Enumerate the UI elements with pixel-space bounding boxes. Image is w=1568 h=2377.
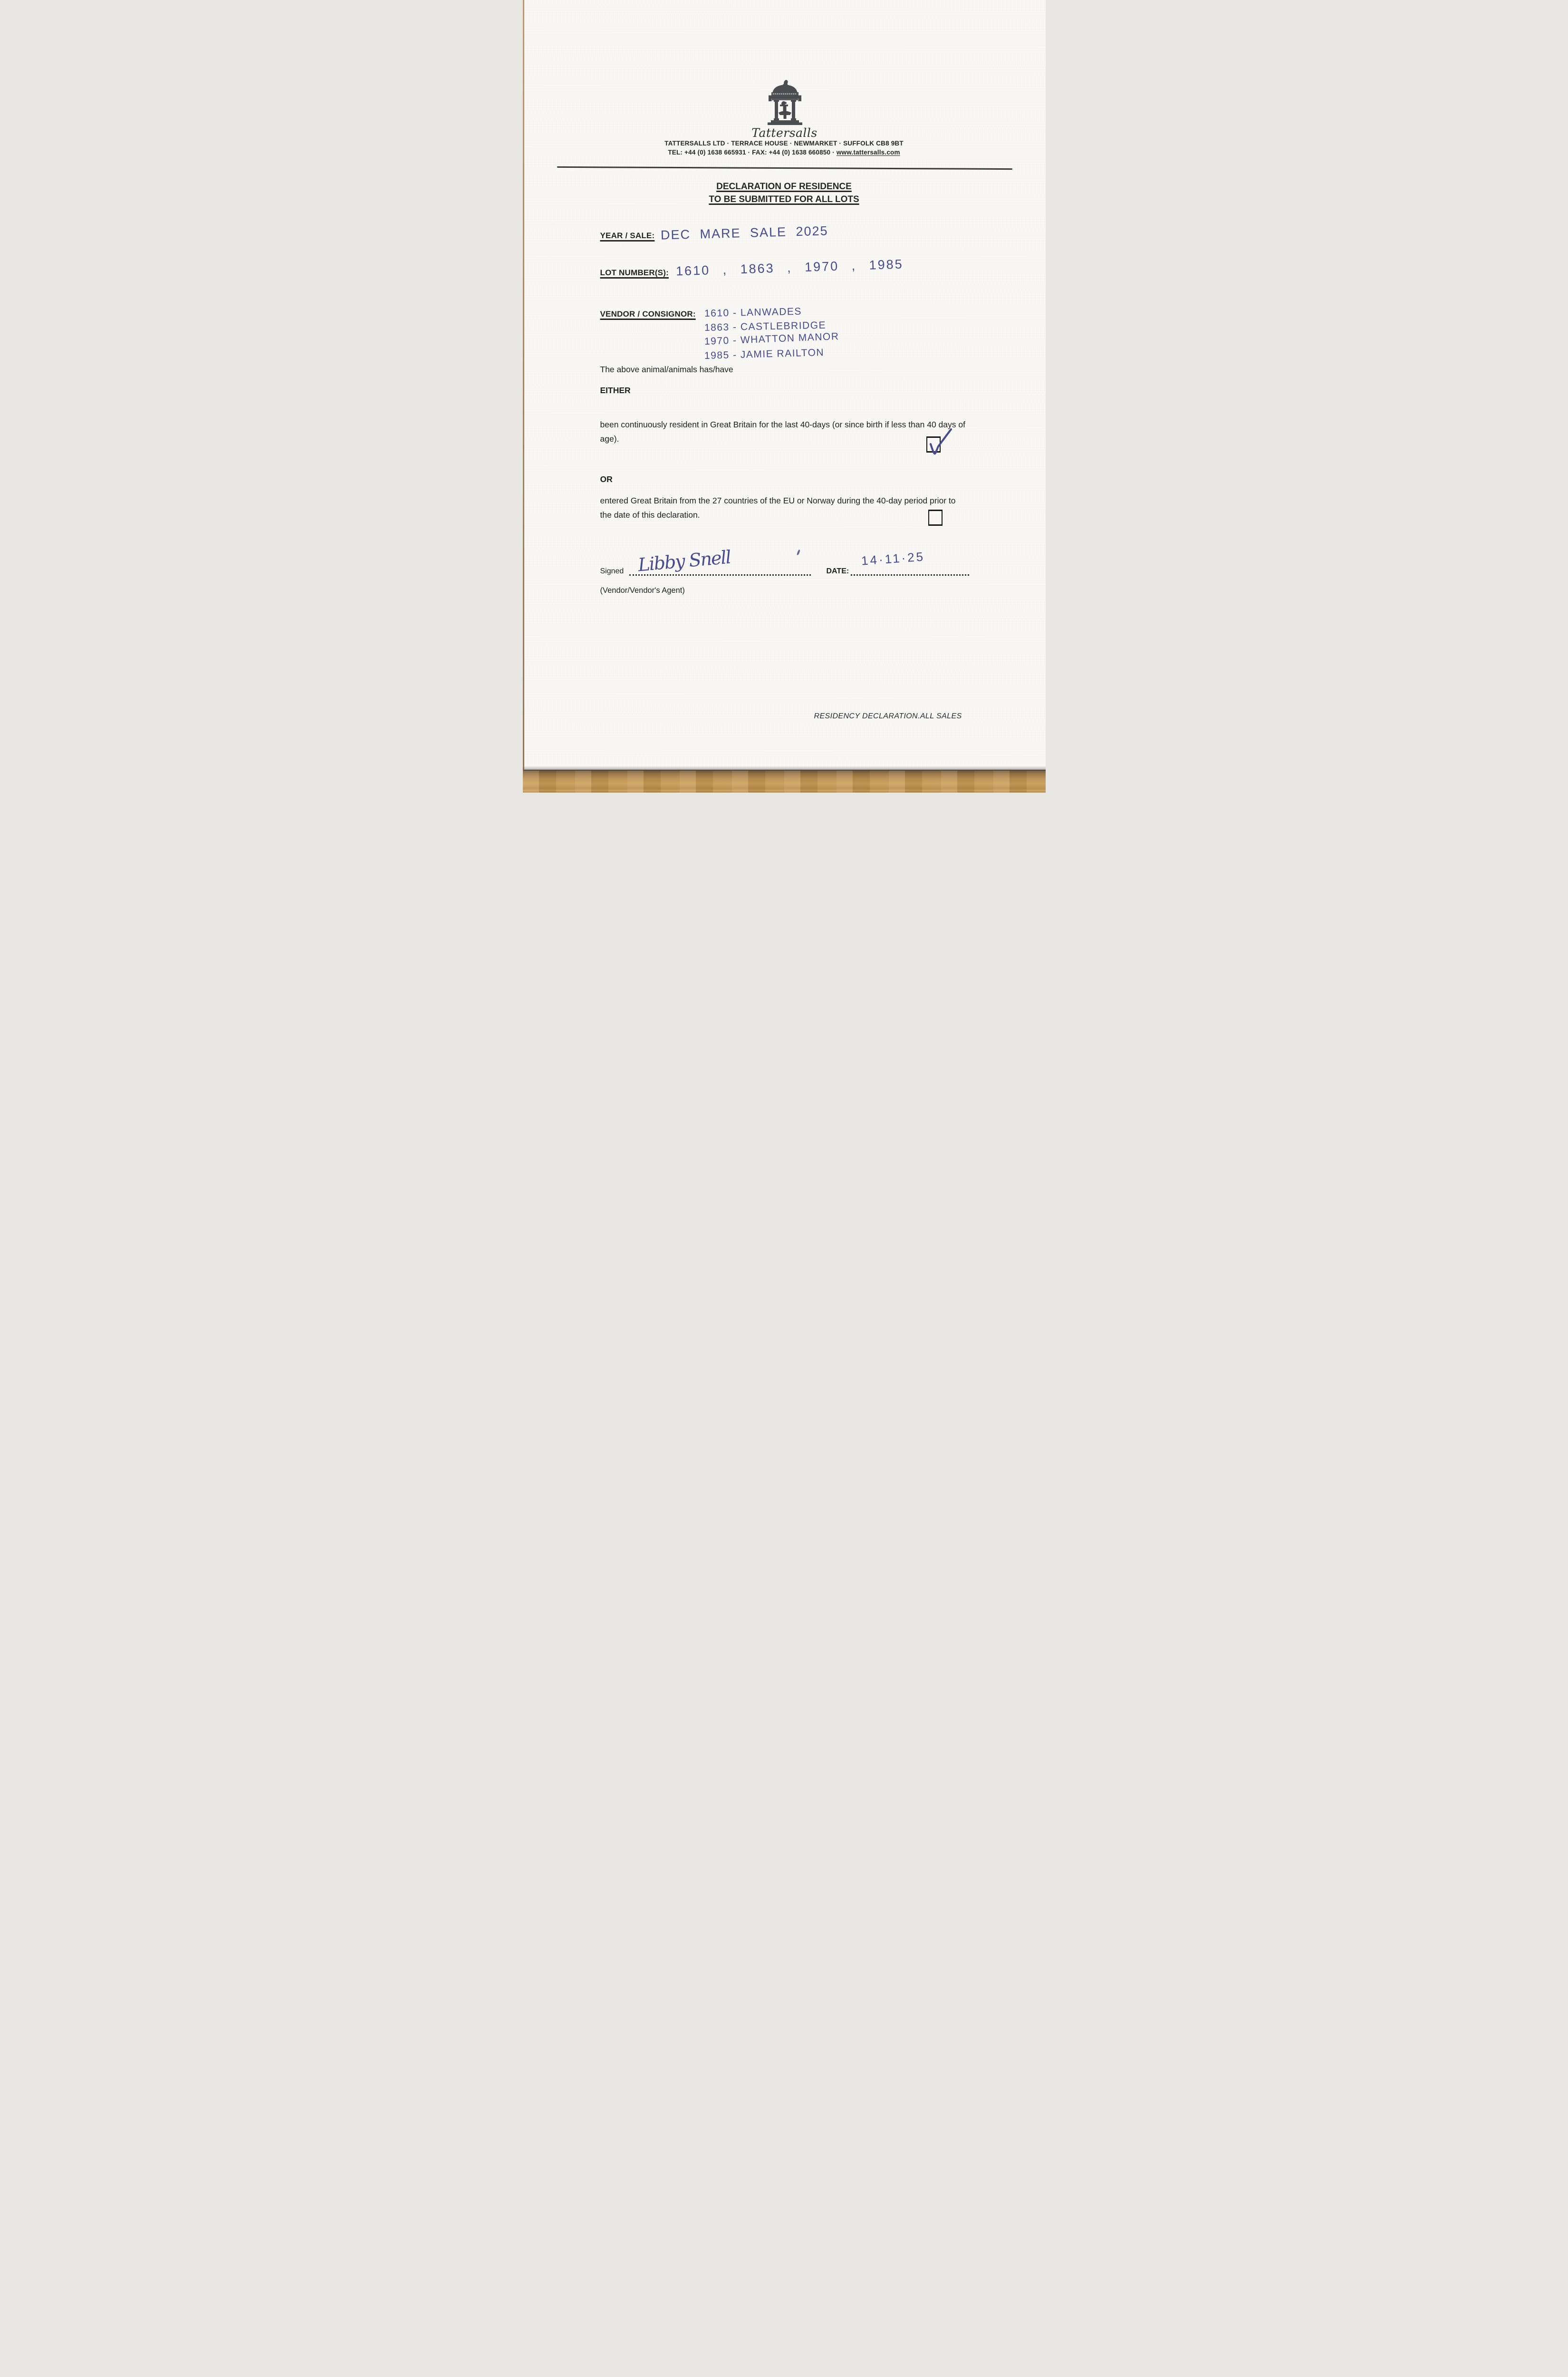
- title-line-2: TO BE SUBMITTED FOR ALL LOTS: [709, 194, 859, 204]
- vendor-line: 1863 - CASTLEBRIDGE: [704, 319, 826, 333]
- vendor-line: 1610 - LANWADES: [704, 306, 802, 319]
- date-label: DATE:: [826, 567, 849, 575]
- tattersalls-rotunda-logo-icon: [766, 79, 804, 125]
- vendor-line: 1970 - WHATTON MANOR: [704, 331, 839, 347]
- signature-handwritten: Libby Snell: [636, 546, 731, 576]
- vendor-consignor-label: VENDOR / CONSIGNOR:: [600, 309, 696, 319]
- footer-note: RESIDENCY DECLARATION.ALL SALES: [814, 712, 962, 720]
- lot-numbers-handwritten-value: 1610 , 1863 , 1970 , 1985: [675, 257, 904, 279]
- year-sale-handwritten-value: DEC MARE SALE 2025: [660, 223, 828, 242]
- header-tel-fax: TEL: +44 (0) 1638 665931 · FAX: +44 (0) 1638 660850 ·: [668, 149, 835, 156]
- vendor-consignor-handwritten-list: [704, 307, 923, 363]
- scanned-declaration-page: [523, 0, 1046, 792]
- page-title: [523, 180, 1046, 206]
- option1-text: been continuously resident in Great Britain for the last 40-days (or since birth if less than 40 days of age).: [600, 420, 965, 444]
- brand-wordmark: Tattersalls: [751, 126, 818, 140]
- entered-gb-checkbox[interactable]: [928, 510, 943, 526]
- date-handwritten-value: 14·11·25: [860, 549, 925, 568]
- desk-left-edge-sliver: [523, 0, 524, 771]
- year-sale-label: YEAR / SALE:: [600, 231, 655, 240]
- lot-numbers-label: LOT NUMBER(S):: [600, 268, 669, 277]
- either-label: EITHER: [600, 386, 631, 395]
- vendor-line: 1985 - JAMIE RAILTON: [704, 347, 824, 361]
- signed-label: Signed: [600, 567, 624, 575]
- header-contact: [523, 149, 1046, 156]
- intro-text: The above animal/animals has/have: [600, 365, 733, 374]
- header-address: TATTERSALLS LTD · TERRACE HOUSE · NEWMARKET · SUFFOLK CB8 9BT: [664, 140, 904, 147]
- or-label: OR: [600, 474, 613, 484]
- stray-ink-mark: [796, 550, 800, 556]
- website-link: www.tattersalls.com: [836, 149, 900, 156]
- wooden-desk-strip: [523, 770, 1046, 792]
- title-line-1: DECLARATION OF RESIDENCE: [716, 182, 852, 192]
- option2-text: entered Great Britain from the 27 countries of the EU or Norway during the 40-day period prior to the date of this declaration.: [600, 496, 956, 520]
- tick-mark-ink: [927, 426, 957, 457]
- vendor-agent-note: (Vendor/Vendor's Agent): [600, 586, 685, 595]
- header-divider: [557, 166, 1012, 170]
